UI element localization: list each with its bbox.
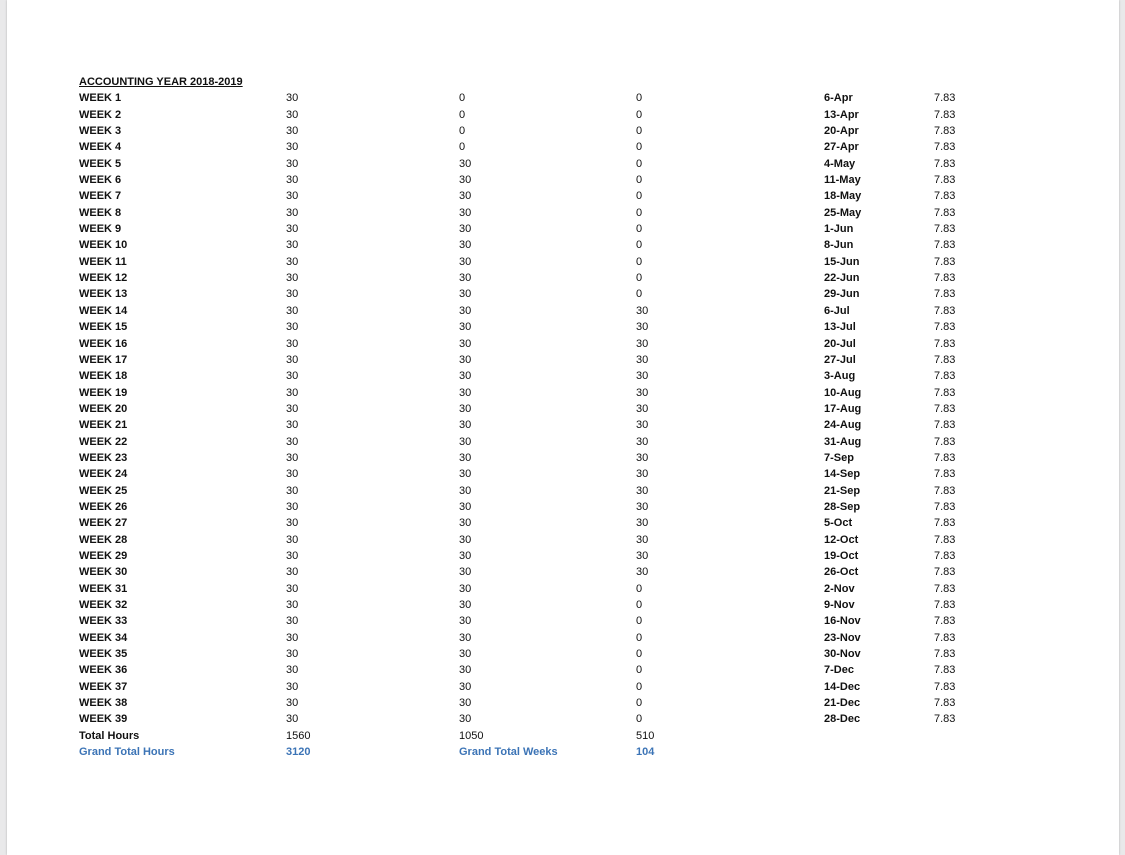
col-a-value: 30 — [286, 500, 299, 513]
week-label: WEEK 33 — [79, 615, 128, 628]
col-b-value: 30 — [459, 648, 472, 661]
week-date: 21-Sep — [824, 484, 861, 497]
week-date: 7-Dec — [824, 664, 854, 677]
week-date: 19-Oct — [824, 549, 859, 562]
table-row — [79, 646, 1039, 662]
week-label: WEEK 32 — [79, 599, 128, 611]
week-label: WEEK 2 — [79, 108, 122, 121]
total-col-a: 1560 — [286, 729, 311, 742]
table-row — [79, 139, 1039, 155]
col-c-value: 0 — [636, 615, 643, 628]
table-row — [79, 581, 1039, 597]
col-c-value: 0 — [636, 92, 643, 105]
week-label: WEEK 6 — [79, 174, 122, 187]
table-row — [79, 499, 1039, 515]
week-label: WEEK 13 — [79, 288, 128, 301]
col-c-value: 0 — [636, 713, 643, 726]
col-c-value: 30 — [636, 321, 649, 334]
week-label: WEEK 12 — [79, 272, 128, 285]
col-c-value: 0 — [636, 223, 643, 236]
grand-total-hours-value: 3120 — [286, 746, 311, 759]
col-c-value: 0 — [636, 648, 643, 661]
rate-value: 7.83 — [934, 125, 956, 138]
rate-value: 7.83 — [934, 141, 956, 154]
col-c-value: 0 — [636, 255, 643, 268]
week-date: 18-May — [824, 190, 862, 203]
week-label: WEEK 14 — [79, 304, 128, 317]
col-c-value: 30 — [636, 386, 649, 399]
table-row — [79, 336, 1039, 352]
col-a-value: 30 — [286, 337, 299, 350]
col-c-value: 30 — [636, 402, 649, 415]
table-row — [79, 188, 1039, 204]
week-label: WEEK 28 — [79, 533, 128, 546]
week-label: WEEK 9 — [79, 223, 122, 236]
week-label: WEEK 29 — [79, 549, 128, 562]
rate-value: 7.83 — [934, 680, 956, 693]
week-label: WEEK 36 — [79, 664, 128, 677]
col-a-value: 30 — [286, 599, 299, 611]
table-row — [79, 630, 1039, 646]
week-date: 14-Sep — [824, 468, 861, 481]
week-date: 6-Apr — [824, 92, 853, 105]
week-date: 27-Apr — [824, 141, 859, 154]
rate-value: 7.83 — [934, 239, 956, 252]
col-b-value: 30 — [459, 190, 472, 203]
col-c-value: 30 — [636, 533, 649, 546]
week-date: 10-Aug — [824, 386, 862, 399]
rate-value: 7.83 — [934, 92, 956, 105]
col-a-value: 30 — [286, 386, 299, 399]
rate-value: 7.83 — [934, 435, 956, 448]
col-c-value: 0 — [636, 680, 643, 693]
rate-value: 7.83 — [934, 337, 956, 350]
col-b-value: 0 — [459, 125, 466, 138]
table-row — [79, 679, 1039, 695]
total-col-b: 1050 — [459, 729, 484, 742]
table-row — [79, 270, 1039, 286]
table-row — [79, 303, 1039, 319]
week-date: 5-Oct — [824, 517, 853, 530]
table-row — [79, 319, 1039, 335]
col-b-value: 30 — [459, 370, 472, 383]
week-label: WEEK 16 — [79, 337, 128, 350]
title-row — [79, 74, 1039, 90]
week-date: 27-Jul — [824, 353, 856, 366]
col-a-value: 30 — [286, 174, 299, 187]
week-date: 14-Dec — [824, 680, 861, 693]
col-c-value: 0 — [636, 108, 643, 121]
rate-value: 7.83 — [934, 468, 956, 481]
week-date: 6-Jul — [824, 304, 850, 317]
week-date: 2-Nov — [824, 582, 855, 595]
week-date: 13-Jul — [824, 321, 856, 334]
week-label: WEEK 25 — [79, 484, 128, 497]
rate-value: 7.83 — [934, 582, 956, 595]
week-date: 11-May — [824, 174, 861, 187]
week-label: WEEK 8 — [79, 206, 122, 219]
rate-value: 7.83 — [934, 500, 956, 513]
week-date: 16-Nov — [824, 615, 861, 628]
col-c-value: 30 — [636, 353, 649, 366]
table-row — [79, 613, 1039, 629]
col-a-value: 30 — [286, 239, 299, 252]
rate-value: 7.83 — [934, 648, 956, 661]
table-row — [79, 172, 1039, 188]
col-a-value: 30 — [286, 190, 299, 203]
col-b-value: 0 — [459, 141, 466, 154]
week-label: WEEK 4 — [79, 141, 122, 154]
week-label: WEEK 1 — [79, 92, 122, 105]
week-date: 20-Jul — [824, 337, 856, 350]
col-a-value: 30 — [286, 141, 299, 154]
week-date: 21-Dec — [824, 697, 861, 710]
document-title: ACCOUNTING YEAR 2018-2019 — [79, 76, 243, 88]
week-label: WEEK 7 — [79, 190, 122, 203]
col-a-value: 30 — [286, 321, 299, 334]
col-a-value: 30 — [286, 419, 299, 432]
col-c-value: 0 — [636, 174, 643, 187]
col-b-value: 30 — [459, 206, 472, 219]
rate-value: 7.83 — [934, 451, 956, 464]
col-c-value: 30 — [636, 549, 649, 562]
col-c-value: 30 — [636, 435, 649, 448]
col-a-value: 30 — [286, 484, 299, 497]
col-c-value: 30 — [636, 517, 649, 530]
col-c-value: 30 — [636, 337, 649, 350]
table-row — [79, 450, 1039, 466]
table-row — [79, 515, 1039, 531]
col-a-value: 30 — [286, 272, 299, 285]
col-c-value: 0 — [636, 239, 643, 252]
week-label: WEEK 23 — [79, 451, 128, 464]
col-a-value: 30 — [286, 648, 299, 661]
col-a-value: 30 — [286, 206, 299, 219]
totals-row — [79, 728, 1039, 744]
week-label: WEEK 39 — [79, 713, 128, 726]
rate-value: 7.83 — [934, 370, 956, 383]
col-b-value: 30 — [459, 599, 472, 611]
week-date: 24-Aug — [824, 419, 862, 432]
col-c-value: 30 — [636, 566, 649, 579]
col-b-value: 30 — [459, 451, 472, 464]
rate-value: 7.83 — [934, 288, 956, 301]
rate-value: 7.83 — [934, 566, 956, 579]
col-c-value: 0 — [636, 190, 643, 203]
table-row — [79, 417, 1039, 433]
rate-value: 7.83 — [934, 484, 956, 497]
table-row — [79, 695, 1039, 711]
table-row — [79, 401, 1039, 417]
col-a-value: 30 — [286, 713, 299, 726]
week-date: 20-Apr — [824, 125, 859, 138]
total-col-c: 510 — [636, 729, 655, 742]
col-b-value: 30 — [459, 533, 472, 546]
col-b-value: 30 — [459, 615, 472, 628]
rate-value: 7.83 — [934, 353, 956, 366]
col-a-value: 30 — [286, 680, 299, 693]
rate-value: 7.83 — [934, 255, 956, 268]
spreadsheet — [79, 74, 1039, 760]
week-date: 13-Apr — [824, 108, 859, 121]
week-date: 9-Nov — [824, 599, 855, 611]
col-b-value: 30 — [459, 435, 472, 448]
col-c-value: 30 — [636, 304, 649, 317]
col-b-value: 30 — [459, 402, 472, 415]
col-c-value: 0 — [636, 599, 643, 611]
week-date: 23-Nov — [824, 631, 861, 644]
week-label: WEEK 27 — [79, 517, 128, 530]
week-date: 15-Jun — [824, 255, 860, 268]
week-date: 8-Jun — [824, 239, 854, 252]
col-a-value: 30 — [286, 402, 299, 415]
week-date: 26-Oct — [824, 566, 859, 579]
col-b-value: 30 — [459, 697, 472, 710]
col-b-value: 0 — [459, 92, 466, 105]
col-b-value: 30 — [459, 566, 472, 579]
table-row — [79, 90, 1039, 106]
grand-total-weeks-label: Grand Total Weeks — [459, 746, 558, 759]
week-label: WEEK 30 — [79, 566, 128, 579]
col-a-value: 30 — [286, 566, 299, 579]
col-c-value: 0 — [636, 664, 643, 677]
week-date: 12-Oct — [824, 533, 859, 546]
week-label: WEEK 22 — [79, 435, 128, 448]
week-label: WEEK 26 — [79, 500, 128, 513]
table-row — [79, 532, 1039, 548]
col-c-value: 30 — [636, 451, 649, 464]
week-date: 22-Jun — [824, 272, 860, 285]
rate-value: 7.83 — [934, 174, 956, 187]
week-label: WEEK 31 — [79, 582, 128, 595]
col-b-value: 30 — [459, 223, 472, 236]
col-b-value: 30 — [459, 157, 472, 170]
col-a-value: 30 — [286, 631, 299, 644]
rate-value: 7.83 — [934, 157, 956, 170]
table-row — [79, 221, 1039, 237]
col-a-value: 30 — [286, 125, 299, 138]
col-b-value: 30 — [459, 337, 472, 350]
table-row — [79, 434, 1039, 450]
col-a-value: 30 — [286, 288, 299, 301]
col-b-value: 30 — [459, 288, 472, 301]
table-row — [79, 237, 1039, 253]
col-a-value: 30 — [286, 223, 299, 236]
table-row — [79, 711, 1039, 727]
week-date: 30-Nov — [824, 648, 861, 661]
week-label: WEEK 20 — [79, 402, 128, 415]
col-a-value: 30 — [286, 582, 299, 595]
col-b-value: 30 — [459, 680, 472, 693]
week-rows — [79, 90, 1039, 727]
col-c-value: 0 — [636, 631, 643, 644]
total-hours-label: Total Hours — [79, 729, 140, 742]
week-date: 17-Aug — [824, 402, 862, 415]
col-b-value: 0 — [459, 108, 466, 121]
week-label: WEEK 38 — [79, 697, 128, 710]
col-a-value: 30 — [286, 533, 299, 546]
col-b-value: 30 — [459, 304, 472, 317]
col-a-value: 30 — [286, 108, 299, 121]
table-row — [79, 286, 1039, 302]
table-row — [79, 156, 1039, 172]
col-b-value: 30 — [459, 484, 472, 497]
week-label: WEEK 19 — [79, 386, 128, 399]
table-row — [79, 662, 1039, 678]
rate-value: 7.83 — [934, 549, 956, 562]
rate-value: 7.83 — [934, 304, 956, 317]
table-row — [79, 107, 1039, 123]
col-c-value: 0 — [636, 582, 643, 595]
col-a-value: 30 — [286, 664, 299, 677]
rate-value: 7.83 — [934, 533, 956, 546]
col-b-value: 30 — [459, 713, 472, 726]
col-b-value: 30 — [459, 255, 472, 268]
col-b-value: 30 — [459, 419, 472, 432]
table-row — [79, 564, 1039, 580]
week-label: WEEK 21 — [79, 419, 128, 432]
col-a-value: 30 — [286, 370, 299, 383]
col-c-value: 0 — [636, 206, 643, 219]
week-date: 29-Jun — [824, 288, 860, 301]
col-b-value: 30 — [459, 582, 472, 595]
col-a-value: 30 — [286, 435, 299, 448]
col-b-value: 30 — [459, 664, 472, 677]
table-row — [79, 123, 1039, 139]
week-label: WEEK 24 — [79, 468, 128, 481]
rate-value: 7.83 — [934, 223, 956, 236]
col-b-value: 30 — [459, 174, 472, 187]
col-c-value: 0 — [636, 141, 643, 154]
col-c-value: 0 — [636, 697, 643, 710]
col-c-value: 30 — [636, 500, 649, 513]
week-date: 31-Aug — [824, 435, 862, 448]
rate-value: 7.83 — [934, 206, 956, 219]
rate-value: 7.83 — [934, 517, 956, 530]
rate-value: 7.83 — [934, 419, 956, 432]
col-a-value: 30 — [286, 697, 299, 710]
rate-value: 7.83 — [934, 108, 956, 121]
table-row — [79, 385, 1039, 401]
rate-value: 7.83 — [934, 386, 956, 399]
week-label: WEEK 18 — [79, 370, 128, 383]
week-date: 4-May — [824, 157, 856, 170]
rate-value: 7.83 — [934, 713, 956, 726]
week-date: 3-Aug — [824, 370, 856, 383]
col-c-value: 0 — [636, 157, 643, 170]
table-row — [79, 597, 1039, 613]
week-label: WEEK 15 — [79, 321, 128, 334]
rate-value: 7.83 — [934, 697, 956, 710]
table-row — [79, 352, 1039, 368]
col-b-value: 30 — [459, 353, 472, 366]
week-label: WEEK 37 — [79, 680, 128, 693]
week-label: WEEK 17 — [79, 353, 128, 366]
col-a-value: 30 — [286, 451, 299, 464]
col-b-value: 30 — [459, 631, 472, 644]
table-row — [79, 368, 1039, 384]
week-date: 1-Jun — [824, 223, 854, 236]
week-label: WEEK 3 — [79, 125, 122, 138]
rate-value: 7.83 — [934, 664, 956, 677]
grand-total-hours-label: Grand Total Hours — [79, 746, 175, 759]
col-c-value: 30 — [636, 370, 649, 383]
col-b-value: 30 — [459, 239, 472, 252]
rate-value: 7.83 — [934, 321, 956, 334]
col-b-value: 30 — [459, 500, 472, 513]
rate-value: 7.83 — [934, 272, 956, 285]
col-b-value: 30 — [459, 517, 472, 530]
col-c-value: 0 — [636, 125, 643, 138]
rate-value: 7.83 — [934, 599, 956, 611]
col-c-value: 30 — [636, 468, 649, 481]
col-a-value: 30 — [286, 353, 299, 366]
week-date: 28-Sep — [824, 500, 861, 513]
document-page — [7, 0, 1119, 855]
week-label: WEEK 5 — [79, 157, 122, 170]
col-a-value: 30 — [286, 615, 299, 628]
rate-value: 7.83 — [934, 190, 956, 203]
col-a-value: 30 — [286, 255, 299, 268]
table-row — [79, 205, 1039, 221]
table-row — [79, 466, 1039, 482]
week-label: WEEK 11 — [79, 255, 127, 268]
col-b-value: 30 — [459, 386, 472, 399]
col-b-value: 30 — [459, 549, 472, 562]
table-row — [79, 548, 1039, 564]
week-label: WEEK 34 — [79, 631, 128, 644]
col-a-value: 30 — [286, 92, 299, 105]
grand-totals-row — [79, 744, 1039, 760]
rate-value: 7.83 — [934, 631, 956, 644]
col-c-value: 30 — [636, 419, 649, 432]
col-a-value: 30 — [286, 157, 299, 170]
week-label: WEEK 10 — [79, 239, 128, 252]
col-b-value: 30 — [459, 468, 472, 481]
table-row — [79, 254, 1039, 270]
grand-total-weeks-value: 104 — [636, 746, 655, 759]
col-c-value: 30 — [636, 484, 649, 497]
week-date: 7-Sep — [824, 451, 854, 464]
week-date: 25-May — [824, 206, 862, 219]
col-c-value: 0 — [636, 288, 643, 301]
week-date: 28-Dec — [824, 713, 861, 726]
week-label: WEEK 35 — [79, 648, 128, 661]
col-c-value: 0 — [636, 272, 643, 285]
col-b-value: 30 — [459, 272, 472, 285]
col-b-value: 30 — [459, 321, 472, 334]
col-a-value: 30 — [286, 517, 299, 530]
col-a-value: 30 — [286, 549, 299, 562]
col-a-value: 30 — [286, 468, 299, 481]
col-a-value: 30 — [286, 304, 299, 317]
rate-value: 7.83 — [934, 402, 956, 415]
rate-value: 7.83 — [934, 615, 956, 628]
table-row — [79, 483, 1039, 499]
